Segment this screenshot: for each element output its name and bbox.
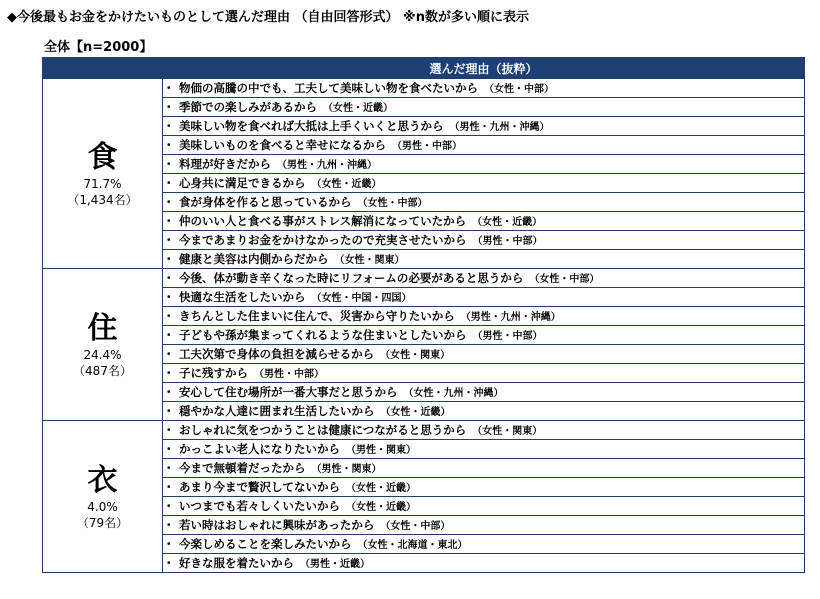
reason-text: 料理が好きだから (179, 157, 271, 171)
table-row (43, 79, 805, 98)
reason-cell (163, 231, 805, 250)
reason-text: 好きな服を着たいから (179, 556, 294, 570)
reason-text: 季節での楽しみがあるから (179, 100, 317, 114)
reason-cell (163, 364, 805, 383)
bullet-mark: ・ (163, 214, 175, 228)
reason-text: 今楽しめることを楽しみたいから (179, 537, 352, 551)
reason-cell (163, 136, 805, 155)
category-name: 衣 (87, 462, 118, 498)
respondent-attribute: （女性・九州・沖縄） (403, 388, 504, 399)
respondent-attribute: （女性・中部） (357, 198, 428, 209)
reason-text: 食が身体を作ると思っているから (179, 195, 352, 209)
respondent-attribute: （女性・中国・四国） (311, 293, 412, 304)
header-blank-cell (43, 58, 163, 79)
bullet-mark: ・ (163, 309, 175, 323)
bullet-mark: ・ (163, 81, 175, 95)
reason-text: 物価の高騰の中でも、工夫して美味しい物を食べたいから (179, 81, 478, 95)
category-name: 食 (87, 139, 118, 175)
category-percentage: 71.7% (83, 176, 122, 191)
header-reasons-cell: 選んだ理由（抜粋） (163, 58, 805, 79)
respondent-attribute: （女性・近畿） (323, 103, 393, 114)
reason-text: おしゃれに気をつかうことは健康につながると思うから (179, 423, 467, 437)
reason-cell (163, 174, 805, 193)
reasons-table (42, 57, 805, 573)
respondent-attribute: （男性・九州・沖縄） (449, 122, 550, 133)
reason-text: 心身共に満足できるから (179, 176, 306, 190)
reason-cell (163, 402, 805, 421)
category-count: （1,434名） (67, 192, 138, 207)
bullet-mark: ・ (163, 442, 175, 456)
respondent-attribute: （男性・九州・沖縄） (460, 312, 561, 323)
respondent-attribute: （女性・近畿） (346, 502, 416, 513)
reason-cell (163, 155, 805, 174)
bullet-mark: ・ (163, 100, 175, 114)
reason-cell (163, 193, 805, 212)
bullet-mark: ・ (163, 385, 175, 399)
reason-text: 若い時はおしゃれに興味があったから (179, 518, 375, 532)
bullet-mark: ・ (163, 347, 175, 361)
bullet-mark: ・ (163, 138, 175, 152)
bullet-mark: ・ (163, 252, 175, 266)
bullet-mark: ・ (163, 271, 175, 285)
reason-cell (163, 421, 805, 440)
sample-size-label: 全体【n=2000】 (44, 40, 153, 55)
respondent-attribute: （男性・中部） (472, 331, 543, 342)
reason-text: 美味しい物を食べれば大抵は上手くいくと思うから (179, 119, 444, 133)
bullet-mark: ・ (163, 119, 175, 133)
bullet-mark: ・ (163, 290, 175, 304)
reason-cell (163, 288, 805, 307)
category-cell (43, 421, 163, 573)
respondent-attribute: （女性・北海道・東北） (357, 540, 468, 551)
respondent-attribute: （男性・中部） (472, 236, 543, 247)
reason-text: あまり今まで贅沢してないから (179, 480, 340, 494)
reason-text: いつまでも若々しくいたいから (179, 499, 340, 513)
reason-text: 今後、体が動き辛くなった時にリフォームの必要があると思うから (179, 271, 524, 285)
reason-text: 今まであまりお金をかけなかったので充実させたいから (179, 233, 467, 247)
table-header-row (43, 58, 805, 79)
bullet-mark: ・ (163, 461, 175, 475)
respondent-attribute: （女性・近畿） (472, 217, 543, 228)
reason-text: 健康と美容は内側からだから (179, 252, 329, 266)
reason-cell (163, 212, 805, 231)
bullet-mark: ・ (163, 404, 175, 418)
respondent-attribute: （女性・中部） (380, 521, 451, 532)
bullet-mark: ・ (163, 499, 175, 513)
reason-cell (163, 345, 805, 364)
respondent-attribute: （女性・関東） (380, 350, 451, 361)
bullet-mark: ・ (163, 195, 175, 209)
respondent-attribute: （女性・中部） (484, 84, 554, 95)
respondent-attribute: （男性・中部） (392, 141, 462, 152)
reason-cell (163, 497, 805, 516)
bullet-mark: ・ (163, 328, 175, 342)
category-percentage: 24.4% (83, 347, 122, 362)
respondent-attribute: （女性・関東） (472, 426, 543, 437)
bullet-mark: ・ (163, 157, 175, 171)
category-cell (43, 269, 163, 421)
respondent-attribute: （女性・近畿） (380, 407, 451, 418)
category-cell (43, 79, 163, 269)
reason-text: かっこよい老人になりたいから (179, 442, 340, 456)
respondent-attribute: （男性・近畿） (300, 559, 370, 570)
table-row (43, 421, 805, 440)
reason-text: 子に残すから (179, 366, 248, 380)
respondent-attribute: （女性・近畿） (346, 483, 416, 494)
respondent-attribute: （男性・九州・沖縄） (277, 160, 377, 171)
reason-cell (163, 383, 805, 402)
reason-cell (163, 307, 805, 326)
category-count: （487名） (73, 363, 132, 378)
category-percentage: 4.0% (87, 499, 118, 514)
reason-cell (163, 535, 805, 554)
bullet-mark: ・ (163, 556, 175, 570)
reason-text: 美味しいものを食べると幸せになるから (179, 138, 386, 152)
bullet-mark: ・ (163, 366, 175, 380)
bullet-mark: ・ (163, 176, 175, 190)
reason-cell (163, 459, 805, 478)
bullet-mark: ・ (163, 233, 175, 247)
reason-text: きちんとした住まいに住んで、災害から守りたいから (179, 309, 455, 323)
reason-text: 安心して住む場所が一番大事だと思うから (179, 385, 398, 399)
reason-cell (163, 554, 805, 573)
reason-text: 仲のいい人と食べる事がストレス解消になっていたから (179, 214, 467, 228)
reason-cell (163, 79, 805, 98)
bullet-mark: ・ (163, 480, 175, 494)
respondent-attribute: （女性・近畿） (311, 179, 382, 190)
reason-cell (163, 98, 805, 117)
respondent-attribute: （男性・関東） (311, 464, 382, 475)
reason-cell (163, 250, 805, 269)
reason-text: 快適な生活をしたいから (179, 290, 306, 304)
reason-text: 工夫次第で身体の負担を減らせるから (179, 347, 375, 361)
page-title: ◆今後最もお金をかけたいものとして選んだ理由 （自由回答形式） ※n数が多い順に表示 (7, 10, 529, 25)
reason-cell (163, 117, 805, 136)
category-name: 住 (87, 310, 118, 346)
respondent-attribute: （女性・関東） (334, 255, 405, 266)
reason-text: 穏やかな人達に囲まれ生活したいから (179, 404, 375, 418)
table-body (43, 79, 805, 573)
reason-text: 今まで無頓着だったから (179, 461, 306, 475)
reason-cell (163, 516, 805, 535)
reason-text: 子どもや孫が集まってくれるような住まいとしたいから (179, 328, 467, 342)
bullet-mark: ・ (163, 423, 175, 437)
reason-cell (163, 326, 805, 345)
category-count: （79名） (76, 515, 129, 530)
respondent-attribute: （男性・関東） (346, 445, 416, 456)
bullet-mark: ・ (163, 537, 175, 551)
respondent-attribute: （男性・中部） (254, 369, 324, 380)
reason-cell (163, 440, 805, 459)
reason-cell (163, 478, 805, 497)
reason-cell (163, 269, 805, 288)
respondent-attribute: （女性・中部） (529, 274, 600, 285)
bullet-mark: ・ (163, 518, 175, 532)
table-row (43, 269, 805, 288)
